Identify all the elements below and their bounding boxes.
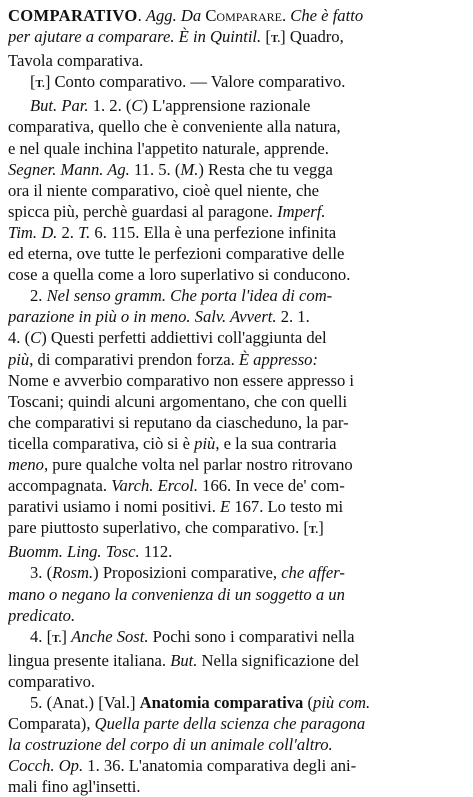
text-run: più xyxy=(194,433,216,453)
text-run: T. xyxy=(78,222,91,242)
text-run: Rosm. xyxy=(52,563,94,583)
text-run: ] xyxy=(61,626,72,646)
entry-line-26 xyxy=(8,541,466,562)
entry-line-33 xyxy=(8,692,466,713)
tuscan-marker: T. xyxy=(270,33,281,46)
text-run: Quella parte della scienza che paragona xyxy=(94,714,366,734)
text-run: 1. 2. ( xyxy=(88,96,132,116)
text-run: che affer- xyxy=(281,563,345,583)
text-run: mano o negano la convenienza di un soggetto a un xyxy=(8,584,345,604)
text-run: Segner. Mann. Ag. xyxy=(8,159,130,179)
text-run: But. Par. xyxy=(30,96,89,116)
entry-line-25 xyxy=(8,517,466,541)
headword: COMPARATIVO xyxy=(8,6,138,25)
text-run: ( xyxy=(303,693,313,712)
text-run: ) L'apprensione razionale xyxy=(142,96,311,116)
text-run: e nel quale inchina l'appetito naturale, apprende. xyxy=(8,138,329,158)
text-run: E xyxy=(220,497,231,517)
entry-line-2 xyxy=(8,26,466,50)
text-run: 2. xyxy=(57,222,79,242)
text-run: 11. 5. ( xyxy=(129,159,181,179)
text-run: . xyxy=(282,6,291,25)
text-run: 2. xyxy=(30,286,47,306)
text-run: comparativo. xyxy=(8,671,96,691)
entry-line-34 xyxy=(8,713,466,734)
text-run: pare piuttosto superlativo, che comparativo. [ xyxy=(8,518,309,538)
text-run: But. xyxy=(170,650,198,670)
tuscan-marker: T. xyxy=(308,524,319,537)
text-run: È appresso: xyxy=(238,349,318,369)
text-run: Agg. xyxy=(145,6,177,25)
entry-line-36 xyxy=(8,755,466,776)
entry-line-8 xyxy=(8,159,466,180)
text-run: parativi usiamo i nomi positivi. xyxy=(8,497,221,517)
text-run: Comparare xyxy=(205,6,282,25)
entry-line-10 xyxy=(8,201,466,222)
text-run: , pure qualche volta nel parlar nostro ritrovano xyxy=(43,454,353,474)
text-run: più xyxy=(8,349,30,369)
entry-line-35 xyxy=(8,734,466,755)
text-run: accompagnata. xyxy=(8,476,112,496)
entry-line-16 xyxy=(8,327,466,348)
tuscan-marker: T. xyxy=(52,632,62,645)
entry-line-30 xyxy=(8,626,466,650)
text-run: Pochi sono i comparativi nella xyxy=(148,626,355,646)
entry-line-20 xyxy=(8,412,466,433)
text-run: , e la sua contraria xyxy=(215,433,337,453)
text-run: predicato. xyxy=(8,605,76,625)
text-run: , di comparativi prendon forza. xyxy=(29,349,239,369)
text-run: 4. ( xyxy=(8,328,31,348)
entry-line-28 xyxy=(8,584,466,605)
entry-line-29 xyxy=(8,605,466,626)
text-run: Imperf. xyxy=(277,201,326,221)
text-run: ) Resta che tu vegga xyxy=(198,159,333,179)
text-run: 112. xyxy=(139,542,173,562)
entry-line-21 xyxy=(8,433,466,454)
entry-line-24 xyxy=(8,496,466,517)
text-run: C xyxy=(30,328,42,348)
text-run: ] xyxy=(318,518,324,538)
text-run: Da xyxy=(180,6,206,25)
entry-line-9 xyxy=(8,180,466,201)
text-run: 3. ( xyxy=(30,563,53,583)
text-run: 6. 115. Ella è una perfezione infinita xyxy=(90,222,337,242)
text-run: ora il niente comparativo, cioè quel niente, che xyxy=(8,180,320,200)
text-run: spicca più, perchè guardasi al paragone. xyxy=(8,201,278,221)
text-run: Nel senso gramm. Che porta l'idea di com- xyxy=(46,286,333,306)
entry-line-17 xyxy=(8,349,466,370)
text-run: 5. (Anat.) [Val.] xyxy=(30,693,140,712)
text-run: lingua presente italiana. xyxy=(8,650,171,670)
text-run: Toscani; quindi alcuni argomentano, che con quelli xyxy=(8,391,348,411)
text-run: più com. xyxy=(312,693,371,712)
entry-line-3 xyxy=(8,50,466,71)
text-run: ) Proposizioni comparative, xyxy=(93,563,282,583)
text-run: Anatomia comparativa xyxy=(139,693,304,712)
text-run: M. xyxy=(180,159,199,179)
entry-line-5 xyxy=(8,95,466,116)
entry-line-1 xyxy=(8,5,466,26)
text-run: mali fino agl'insetti. xyxy=(8,777,141,797)
entry-line-18 xyxy=(8,370,466,391)
text-run: ed eterna, ove tutte le perfezioni comparative delle xyxy=(8,244,345,264)
entry-line-12 xyxy=(8,243,466,264)
entry-line-23 xyxy=(8,475,466,496)
text-run: C xyxy=(131,96,143,116)
tuscan-marker: T. xyxy=(35,78,45,91)
text-run: Anche Sost. xyxy=(71,626,149,646)
entry-line-19 xyxy=(8,391,466,412)
text-run: . xyxy=(137,6,146,25)
text-run: la costruzione del corpo di un animale coll'altro. xyxy=(8,735,333,755)
text-run: Buomm. Ling. Tosc. xyxy=(8,542,140,562)
text-run: Tim. D. xyxy=(8,222,58,242)
text-run: meno xyxy=(8,454,44,474)
text-run: Nome e avverbio comparativo non essere appresso i xyxy=(8,370,355,390)
text-run: ticella comparativa, ciò si è xyxy=(8,433,195,453)
text-run: Cocch. Op. xyxy=(8,756,84,776)
entry-line-22 xyxy=(8,454,466,475)
text-run: per ajutare a comparare. È in Quintil. xyxy=(8,27,262,47)
text-run: Nella significazione del xyxy=(197,650,360,670)
text-run: 4. [ xyxy=(30,626,53,646)
entry-line-27 xyxy=(8,562,466,583)
entry-line-37 xyxy=(8,776,466,797)
text-run: Tavola comparativa. xyxy=(8,51,144,71)
entry-line-32 xyxy=(8,671,466,692)
text-run: cose a quella come a loro superlativo si conducono. xyxy=(8,265,351,285)
text-run: Che è fatto xyxy=(290,6,364,25)
entry-line-13 xyxy=(8,264,466,285)
text-run: 1. 36. L'anatomia comparativa degli ani- xyxy=(83,756,357,776)
entry-line-4 xyxy=(8,71,466,95)
entry-line-31 xyxy=(8,650,466,671)
entry-line-11 xyxy=(8,222,466,243)
entry-line-15 xyxy=(8,306,466,327)
text-run: che comparativi si reputano da ciascheduno, la par- xyxy=(8,412,349,432)
text-run: Comparata), xyxy=(8,714,95,734)
entry-line-14 xyxy=(8,285,466,306)
text-run: parazione in più o in meno. Salv. Avvert. xyxy=(8,307,277,327)
text-run: Varch. Ercol. xyxy=(111,476,198,496)
text-run: ] Conto comparativo. — Valore comparativo. xyxy=(44,72,346,92)
text-run: 2. 1. xyxy=(276,307,310,327)
text-run: ] Quadro, xyxy=(280,27,344,47)
text-run: 167. Lo testo mi xyxy=(230,497,344,517)
text-run: [ xyxy=(30,72,36,92)
text-run: comparativa, quello che è conveniente alla natura, xyxy=(8,117,341,137)
entry-line-6 xyxy=(8,116,466,137)
text-run: [ xyxy=(261,27,271,47)
text-run: ) Questi perfetti addiettivi coll'aggiunta del xyxy=(41,328,327,348)
text-run: 166. In vece de' com- xyxy=(198,476,345,496)
entry-line-7 xyxy=(8,138,466,159)
